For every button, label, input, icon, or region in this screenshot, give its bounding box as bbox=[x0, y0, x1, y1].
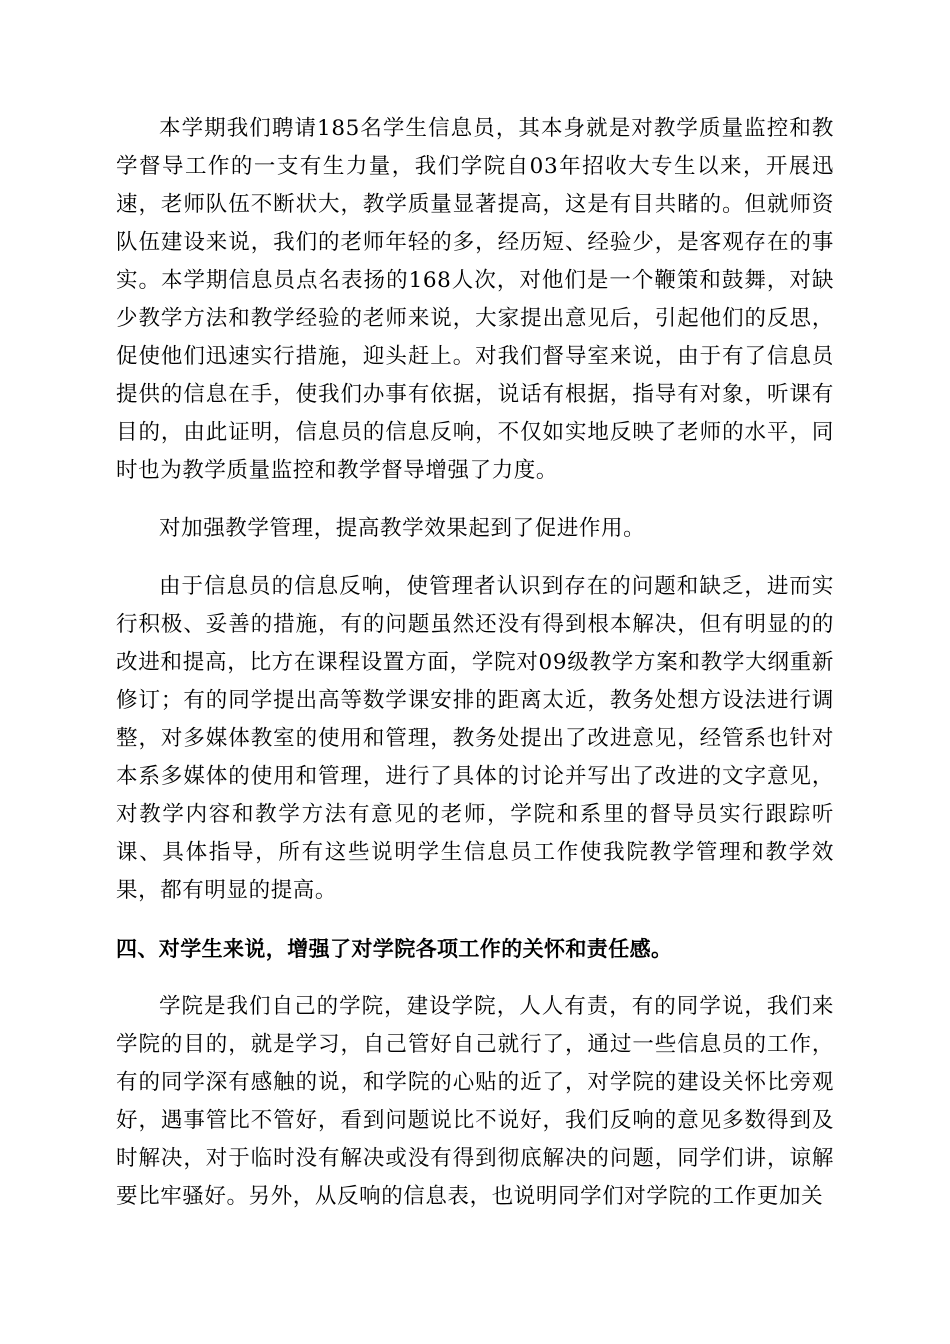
paragraph-gap bbox=[116, 910, 834, 930]
paragraph-gap bbox=[116, 548, 834, 568]
paragraph-gap bbox=[116, 968, 834, 988]
paragraph-student-responsibility: 学院是我们自己的学院，建设学院，人人有责，有的同学说，我们来学院的目的，就是学习，自己管好自己就行了，通过一些信息员的工作，有的同学深有感触的说，和学院的心贴的近了，对学院的建设关怀比旁观好，遇事管比不管好，看到问题说比不说好，我们反响的意见多数得到及时解决，对于临时没有解决或没有得到彻底解决的问题，同学们讲，谅解要比牢骚好。另外，从反响的信息表，也说明同学们对学院的工作更加关 bbox=[116, 994, 834, 1209]
section-heading-four: 四、对学生来说，增强了对学院各项工作的关怀和责任感。 bbox=[116, 937, 673, 961]
paragraph-gap bbox=[116, 490, 834, 510]
paragraph-information-officers: 本学期我们聘请185名学生信息员，其本身就是对教学质量监控和教学督导工作的一支有生力量，我们学院自03年招收大专生以来，开展迅速，老师队伍不断状大，教学质量显著提高，这是有目共睹的。但就师资队伍建设来说，我们的老师年轻的多，经历短、经验少，是客观存在的事实。本学期信息员点名表扬的168人次，对他们是一个鞭策和鼓舞，对缺少教学方法和教学经验的老师来说，大家提出意见后，引起他们的反思，促使他们迅速实行措施，迎头赶上。对我们督导室来说，由于有了信息员提供的信息在手，使我们办事有依据，说话有根据，指导有对象，听课有目的，由此证明，信息员的信息反响，不仅如实地反映了老师的水平，同时也为教学质量监控和教学督导增强了力度。 bbox=[116, 116, 834, 483]
document-page bbox=[116, 110, 834, 1216]
paragraph-teaching-management: 对加强教学管理，提高教学效果起到了促进作用。 bbox=[159, 516, 646, 541]
paragraph-feedback-improvements: 由于信息员的信息反响，使管理者认识到存在的问题和缺乏，进而实行积极、妥善的措施，有的问题虽然还没有得到根本解决，但有明显的的改进和提高，比方在课程设置方面，学院对09级教学方案和教学大纲重新修订；有的同学提出高等数学课安排的距离太近，教务处想方设法进行调整，对多媒体教室的使用和管理，教务处提出了改进意见，经管系也针对本系多媒体的使用和管理，进行了具体的讨论并写出了改进的文字意见，对教学内容和教学方法有意见的老师，学院和系里的督导员实行跟踪听课、具体指导，所有这些说明学生信息员工作使我院教学管理和教学效果，都有明显的提高。 bbox=[116, 574, 834, 903]
